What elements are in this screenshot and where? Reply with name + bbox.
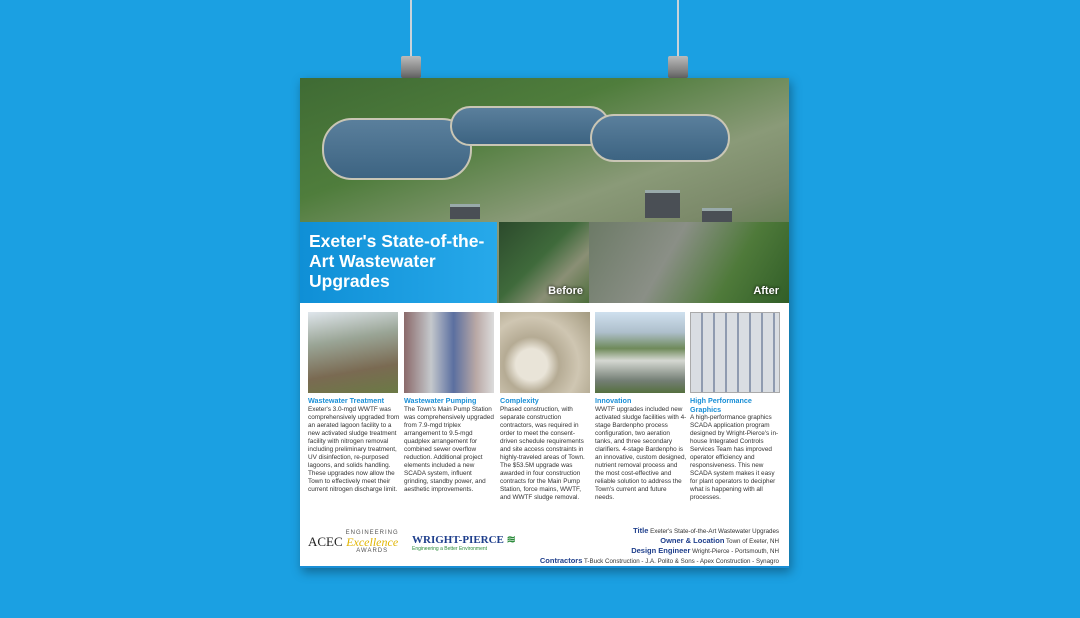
poster-title: Exeter's State-of-the-Art Wastewater Upgrades [300, 222, 497, 303]
wright-pierce-wordmark: WRIGHT-PIERCE [412, 534, 504, 546]
acec-excellence: Excellence [346, 535, 399, 549]
before-label: Before [548, 285, 583, 297]
column-heading: High Performance Graphics [690, 396, 752, 414]
credit-value: T-Buck Construction - J.A. Polito & Sons - Apex Construction - Synagro [584, 558, 779, 565]
credit-label: Owner & Location [660, 536, 725, 545]
credit-label: Design Engineer [631, 546, 691, 555]
column-innovation [595, 312, 687, 502]
credit-value: Town of Exeter, NH [726, 538, 779, 545]
column-heading: Innovation [595, 396, 632, 405]
complexity-photo [500, 312, 590, 393]
column-high-performance-graphics [690, 312, 782, 502]
acec-engineering: ENGINEERING [345, 530, 399, 536]
treatment-photo [308, 312, 398, 393]
credit-label: Contractors [539, 556, 583, 565]
column-wastewater-pumping [404, 312, 496, 494]
hanging-wire-right [677, 0, 679, 58]
poster-footer [300, 524, 789, 566]
wright-pierce-tagline: Engineering a Better Environment [412, 546, 488, 552]
clip-right-icon [668, 56, 688, 78]
column-heading: Wastewater Treatment [308, 396, 385, 405]
credit-label: Title [633, 526, 649, 535]
before-photo [499, 222, 589, 303]
column-heading: Complexity [500, 396, 539, 405]
acec-awards: AWARDS [356, 548, 389, 554]
hanging-wire-left [410, 0, 412, 58]
column-body: The Town's Main Pump Station was comprehensively upgraded from 7.9-mgd triplex arrangement to 9.5-mgd quadplex arrangement for combined sewer overflow reduction. Additional project elements included a new SCADA system, influent grinding, standby power, and aesthetic improvements. [404, 405, 494, 493]
credit-value: Wright-Pierce - Portsmouth, NH [692, 548, 779, 555]
column-wastewater-treatment [308, 312, 400, 494]
after-photo [589, 222, 789, 303]
column-complexity [500, 312, 592, 502]
project-credits [540, 526, 779, 566]
clip-left-icon [401, 56, 421, 78]
scada-screenshot [690, 312, 780, 393]
column-heading: Wastewater Pumping [404, 396, 477, 405]
credit-value: Exeter's State-of-the-Art Wastewater Upgrades [650, 528, 779, 535]
acec-wordmark: ACEC [308, 534, 343, 549]
acec-logo [308, 530, 399, 554]
poster-bottom-bar [300, 566, 789, 568]
wright-pierce-logo [412, 534, 516, 553]
column-body: Exeter's 3.0-mgd WWTF was comprehensively upgraded from an aerated lagoon facility to a new activated sludge treatment facility with nitrogen removal including preliminary treatment, UV disinfection, re-purposed lagoons, and solids handling. These upgrades now allow the Town to effectively meet their current nitrogen discharge limit. [308, 405, 400, 493]
column-body: A high-performance graphics SCADA application program designed by Wright-Pierce's in-house Integrated Controls Services Team has improved operator efficiency and responsiveness. This new SCADA system makes it easy for plant operators to decipher what is happening with all processes. [690, 414, 779, 501]
wave-icon: ≋ [506, 534, 516, 546]
innovation-photo [595, 312, 685, 393]
poster [300, 78, 789, 568]
pumping-photo [404, 312, 494, 393]
column-body: WWTF upgrades included new activated sludge facilities with 4-stage Bardenpho process configuration, two aeration tanks, and three secondary clarifiers. 4-stage Bardenpho is an innovative, custom designed, nutrient removal process and the most cost-effective and reliable solution to address the Town's current and future needs. [595, 405, 687, 501]
column-body: Phased construction, with separate construction contractors, was required in order to meet the consent-driven schedule requirements and site access constraints in highly-traveled areas of Town. The $53.5M upgrade was awarded in four construction contracts for the Main Pump Station, force mains, WWTF, and WWTF sludge removal. [500, 405, 585, 501]
after-label: After [753, 285, 779, 297]
